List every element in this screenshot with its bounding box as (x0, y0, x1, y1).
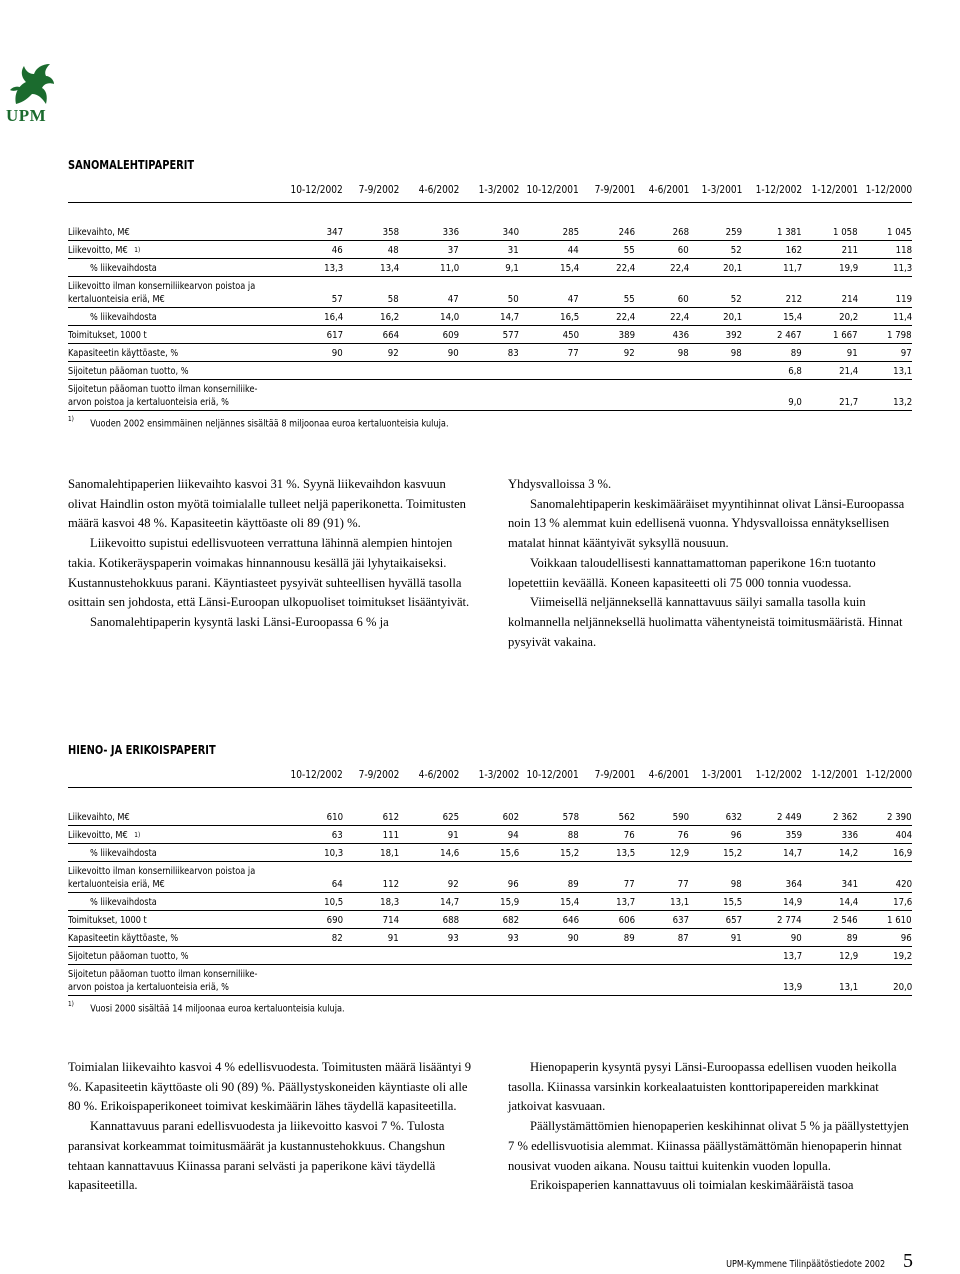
table-cell: 47 (448, 294, 459, 305)
table-cell: 97 (901, 348, 912, 359)
row-label-text: Liikevaihto, M€ (68, 812, 130, 823)
table-row (68, 892, 912, 911)
column-header: 10-12/2002 (290, 184, 343, 196)
text-column-right (508, 475, 913, 652)
table-row (68, 307, 912, 326)
row-label (68, 914, 147, 927)
table-cell: 96 (731, 830, 742, 841)
paragraph: Sanomalehtipaperin keskimääräiset myyntihinnat olivat Länsi-Euroopassa noin 13 % alemmat kuin edellisenä vuonna. Yhdysvalloissa ennätyksellisen matalat hinnat kääntyivät syksyllä nousuun. (508, 496, 905, 551)
table-row (68, 861, 912, 893)
table-cell: 590 (672, 812, 689, 823)
table-row (68, 276, 912, 308)
row-label (68, 932, 178, 945)
table-cell: 14,0 (439, 312, 459, 323)
table-row (68, 843, 912, 862)
section-title: HIENO- JA ERIKOISPAPERIT (68, 743, 216, 757)
table-cell: 20,0 (892, 982, 912, 993)
table-cell: 87 (678, 933, 689, 944)
footnote-text: Vuoden 2002 ensimmäinen neljännes sisältää 8 miljoonaa euroa kertaluonteisia kuluja. (90, 418, 449, 430)
column-header: 1-12/2001 (811, 769, 858, 781)
table-cell: 340 (502, 227, 519, 238)
table-cell: 11,0 (439, 263, 459, 274)
table-cell: 91 (847, 348, 858, 359)
table-cell: 336 (841, 830, 858, 841)
table-cell: 612 (382, 812, 399, 823)
row-label (90, 847, 157, 860)
table-cell: 9,0 (788, 397, 802, 408)
table-cell: 15,4 (559, 263, 579, 274)
table-row (68, 361, 912, 380)
table-cell: 259 (725, 227, 742, 238)
table-cell: 76 (678, 830, 689, 841)
table-cell: 347 (326, 227, 343, 238)
table-cell: 98 (678, 348, 689, 359)
table-cell: 1 610 (887, 915, 912, 926)
table-cell: 89 (791, 348, 802, 359)
table-cell: 98 (731, 879, 742, 890)
table-cell: 89 (624, 933, 635, 944)
table-cell: 13,7 (615, 897, 635, 908)
table-cell: 37 (448, 245, 459, 256)
column-header: 1-12/2000 (865, 184, 912, 196)
table-cell: 2 774 (777, 915, 802, 926)
table-cell: 15,2 (559, 848, 579, 859)
table-cell: 63 (332, 830, 343, 841)
table-cell: 13,2 (892, 397, 912, 408)
row-label (90, 262, 157, 275)
table-cell: 9,1 (505, 263, 519, 274)
column-header: 1-3/2002 (478, 184, 519, 196)
column-header: 7-9/2002 (358, 184, 399, 196)
table-cell: 14,7 (439, 897, 459, 908)
row-label-text: Liikevoitto, M€ (68, 245, 128, 256)
table-cell: 2 390 (887, 812, 912, 823)
table-cell: 21,4 (838, 366, 858, 377)
paragraph: Viimeisellä neljänneksellä kannattavuus säilyi samalla tasolla kuin kolmannella neljänneksellä huolimatta vähentyneistä toimitusmääristä. Hinnat pysyivät vakaina. (508, 595, 903, 649)
table-cell: 64 (332, 879, 343, 890)
row-label-text: Sijoitetun pääoman tuotto, % (68, 366, 189, 377)
table-cell: 14,7 (782, 848, 802, 859)
table-cell: 14,2 (838, 848, 858, 859)
table-cell: 12,9 (838, 951, 858, 962)
table-header (68, 769, 912, 788)
table-row (68, 222, 912, 241)
table-cell: 15,4 (559, 897, 579, 908)
table-cell: 336 (442, 227, 459, 238)
table-cell: 21,7 (838, 397, 858, 408)
table-cell: 285 (562, 227, 579, 238)
table-cell: 15,9 (499, 897, 519, 908)
row-label (68, 347, 178, 360)
column-header: 7-9/2001 (594, 184, 635, 196)
table-cell: 358 (382, 227, 399, 238)
paragraph: Toimialan liikevaihto kasvoi 4 % edellisvuodesta. Toimitusten määrä lisääntyi 9 %. Kapasiteetin käyttöaste oli 90 (89) %. Päällystyskoneiden käyntiaste oli alle 80 %. Erikoispaperikoneet toimivat keskimäärin lähes täydellä kapasiteetilla. (68, 1060, 472, 1114)
table-cell: 90 (332, 348, 343, 359)
table-cell: 91 (731, 933, 742, 944)
table-cell: 450 (562, 330, 579, 341)
table-cell: 14,4 (838, 897, 858, 908)
row-label (68, 329, 147, 342)
table-cell: 89 (568, 879, 579, 890)
table-cell: 664 (382, 330, 399, 341)
table-cell: 2 467 (777, 330, 802, 341)
table-cell: 60 (678, 294, 689, 305)
table-cell: 77 (568, 348, 579, 359)
table-cell: 19,9 (838, 263, 858, 274)
row-label (68, 829, 140, 842)
paragraph: Sanomalehtipaperien liikevaihto kasvoi 31 %. Syynä liikevaihdon kasvuun olivat Haindlin oston myötä toimialalle tulleet neljä paperikonetta. Toimitusten määrä kasvoi 48 %. Kapasiteetin käyttöaste oli 89 (91) %. (68, 477, 466, 531)
column-header: 1-3/2001 (701, 184, 742, 196)
column-header: 10-12/2001 (526, 769, 579, 781)
table-row (68, 240, 912, 259)
table-cell: 13,1 (669, 897, 689, 908)
section-title: SANOMALEHTIPAPERIT (68, 158, 195, 172)
table-cell: 112 (382, 879, 399, 890)
footnote (68, 416, 449, 429)
table-cell: 18,1 (379, 848, 399, 859)
table-cell: 214 (841, 294, 858, 305)
table-cell: 89 (847, 933, 858, 944)
table-cell: 16,9 (892, 848, 912, 859)
row-label-text: arvon poistoa ja kertaluonteisia eriä, % (68, 982, 229, 993)
table-cell: 98 (731, 348, 742, 359)
column-header: 4-6/2001 (648, 769, 689, 781)
table-cell: 52 (731, 245, 742, 256)
table-cell: 92 (388, 348, 399, 359)
table-row (68, 807, 912, 826)
table-cell: 359 (785, 830, 802, 841)
table-cell: 18,3 (379, 897, 399, 908)
table-cell: 55 (624, 245, 635, 256)
row-label-text: Sijoitetun pääoman tuotto ilman konserniliike- (68, 384, 258, 395)
row-label-text: Kapasiteetin käyttöaste, % (68, 933, 179, 944)
table-cell: 12,9 (669, 848, 689, 859)
table-cell: 91 (388, 933, 399, 944)
table-cell: 13,5 (615, 848, 635, 859)
table-cell: 420 (895, 879, 912, 890)
table-cell: 77 (678, 879, 689, 890)
text-column-left (68, 1058, 473, 1196)
table-cell: 22,4 (615, 263, 635, 274)
table-cell: 690 (326, 915, 343, 926)
table-cell: 211 (841, 245, 858, 256)
table-cell: 20,1 (722, 263, 742, 274)
page-number: 5 (903, 1250, 913, 1272)
table-cell: 22,4 (669, 312, 689, 323)
table-cell: 15,6 (499, 848, 519, 859)
table-cell: 617 (326, 330, 343, 341)
row-label-text: Liikevaihto, M€ (68, 227, 130, 238)
table-cell: 1 045 (887, 227, 912, 238)
table-cell: 83 (508, 348, 519, 359)
table-cell: 22,4 (669, 263, 689, 274)
row-label-text: Toimitukset, 1000 t (68, 330, 147, 341)
text-column-left (68, 475, 473, 633)
table-cell: 15,5 (722, 897, 742, 908)
paragraph: Sanomalehtipaperin kysyntä laski Länsi-Euroopassa 6 % ja (90, 614, 389, 629)
table-cell: 1 667 (833, 330, 858, 341)
table-cell: 91 (448, 830, 459, 841)
table-cell: 47 (568, 294, 579, 305)
table-cell: 2 362 (833, 812, 858, 823)
table-cell: 364 (785, 879, 802, 890)
row-label (68, 365, 189, 378)
table-cell: 11,4 (892, 312, 912, 323)
table-cell: 10,5 (323, 897, 343, 908)
table-cell: 50 (508, 294, 519, 305)
table-cell: 77 (624, 879, 635, 890)
table-cell: 82 (332, 933, 343, 944)
table-cell: 610 (326, 812, 343, 823)
column-header: 1-12/2002 (755, 184, 802, 196)
row-label-text: % liikevaihdosta (90, 312, 157, 323)
row-label-text: Sijoitetun pääoman tuotto, % (68, 951, 189, 962)
table-cell: 14,9 (782, 897, 802, 908)
table-cell: 625 (442, 812, 459, 823)
text-column-right (508, 1058, 913, 1196)
table-cell: 13,1 (892, 366, 912, 377)
column-header: 7-9/2002 (358, 769, 399, 781)
column-header: 4-6/2002 (418, 184, 459, 196)
table-cell: 15,2 (722, 848, 742, 859)
table-cell: 6,8 (788, 366, 802, 377)
table-cell: 16,5 (559, 312, 579, 323)
table-cell: 1 058 (833, 227, 858, 238)
table-cell: 17,6 (892, 897, 912, 908)
footnote-ref: 1) (134, 831, 141, 839)
table-row (68, 258, 912, 277)
paragraph: Erikoispaperien kannattavuus oli toimialan keskimääräistä tasoa (530, 1178, 854, 1193)
table-cell: 118 (895, 245, 912, 256)
table-cell: 578 (562, 812, 579, 823)
table-row (68, 964, 912, 996)
table-cell: 13,3 (323, 263, 343, 274)
column-header: 10-12/2002 (290, 769, 343, 781)
table-cell: 657 (725, 915, 742, 926)
table-cell: 1 381 (777, 227, 802, 238)
table-cell: 606 (618, 915, 635, 926)
table-row (68, 825, 912, 844)
table-cell: 646 (562, 915, 579, 926)
griffin-icon (6, 60, 56, 106)
table-cell: 14,6 (439, 848, 459, 859)
table-cell: 389 (618, 330, 635, 341)
table-cell: 246 (618, 227, 635, 238)
paragraph: Hienopaperin kysyntä pysyi Länsi-Euroopassa edellisen vuoden heikolla tasolla. Kiinassa varsinkin korkealaatuisten konttoripapereiden markkinat jatkoivat kasvuaan. (508, 1060, 897, 1114)
table-cell: 57 (332, 294, 343, 305)
table-cell: 13,9 (782, 982, 802, 993)
row-label (90, 896, 157, 909)
table-cell: 10,3 (323, 848, 343, 859)
table-cell: 92 (448, 879, 459, 890)
footnote (68, 1001, 345, 1014)
footer-text: UPM-Kymmene Tilinpäätöstiedote 2002 (725, 1259, 885, 1270)
table-cell: 88 (568, 830, 579, 841)
table-cell: 22,4 (615, 312, 635, 323)
footnote-text: Vuosi 2000 sisältää 14 miljoonaa euroa kertaluonteisia kuluja. (90, 1003, 345, 1015)
table-row (68, 928, 912, 947)
table-row (68, 379, 912, 411)
table-cell: 48 (388, 245, 399, 256)
row-label (68, 226, 130, 239)
table-cell: 11,3 (892, 263, 912, 274)
table-cell: 682 (502, 915, 519, 926)
table-cell: 13,4 (379, 263, 399, 274)
table-cell: 1 798 (887, 330, 912, 341)
table-cell: 16,4 (323, 312, 343, 323)
paragraph: Liikevoitto supistui edellisvuoteen verrattuna lähinnä alempien hintojen takia. Kotikeräyspaperin voimakas hinnannousu kesällä jäi lyhytaikaiseksi. Kustannustehokkuus parani. Käyntiasteet pysyivät suhteellisen hyvällä tasolla osittain sen johdosta, että Länsi-Euroopan ulkopuoliset toimitukset lisääntyivät. (68, 536, 470, 610)
table-row (68, 946, 912, 965)
table-row (68, 910, 912, 929)
column-header: 4-6/2002 (418, 769, 459, 781)
row-label (68, 244, 140, 257)
row-label-text: kertaluonteisia eriä, M€ (68, 879, 165, 890)
table-cell: 93 (508, 933, 519, 944)
table-cell: 90 (448, 348, 459, 359)
table-cell: 96 (901, 933, 912, 944)
table-cell: 31 (508, 245, 519, 256)
data-table (68, 769, 912, 1029)
data-table (68, 184, 912, 444)
table-cell: 96 (508, 879, 519, 890)
table-cell: 602 (502, 812, 519, 823)
column-header: 10-12/2001 (526, 184, 579, 196)
footnote-mark: 1) (68, 1000, 74, 1008)
table-cell: 93 (448, 933, 459, 944)
paragraph: Yhdysvalloissa 3 %. (508, 477, 612, 491)
row-label (90, 311, 157, 324)
column-header: 4-6/2001 (648, 184, 689, 196)
row-label-text: % liikevaihdosta (90, 897, 157, 908)
paragraph: Päällystämättömien hienopaperien keskihinnat olivat 5 % ja päällystettyjen 7 % edellisvuotisia alemmat. Kiinassa päällystämättömän hienopaperin hinnat nousivat vuoden aikana. Nousu taittui kuitenkin vuoden lopulla. (508, 1119, 909, 1173)
table-cell: 20,2 (838, 312, 858, 323)
paragraph: Voikkaan taloudellisesti kannattamattoman paperikone 16:n tuotanto lopetettiin keväällä. Koneen kapasiteetti oli 75 000 tonnia vuodessa. (508, 555, 876, 590)
table-cell: 13,1 (838, 982, 858, 993)
logo-text: UPM (6, 106, 47, 125)
table-cell: 46 (332, 245, 343, 256)
table-cell: 13,7 (782, 951, 802, 962)
table-cell: 58 (388, 294, 399, 305)
column-header: 1-12/2002 (755, 769, 802, 781)
column-header: 1-12/2001 (811, 184, 858, 196)
table-cell: 20,1 (722, 312, 742, 323)
upm-logo (6, 60, 56, 126)
row-label-text: Liikevoitto, M€ (68, 830, 128, 841)
footnote-mark: 1) (68, 415, 74, 423)
footnote-ref: 1) (134, 246, 141, 254)
table-cell: 392 (725, 330, 742, 341)
table-cell: 2 449 (777, 812, 802, 823)
table-cell: 76 (624, 830, 635, 841)
table-cell: 632 (725, 812, 742, 823)
row-label-text: Liikevoitto ilman konserniliikearvon poistoa ja (68, 281, 256, 292)
table-cell: 19,2 (892, 951, 912, 962)
table-cell: 341 (841, 879, 858, 890)
table-cell: 577 (502, 330, 519, 341)
table-cell: 55 (624, 294, 635, 305)
row-label (68, 968, 257, 994)
row-label (68, 280, 255, 306)
row-label (68, 811, 130, 824)
table-cell: 60 (678, 245, 689, 256)
table-row (68, 325, 912, 344)
table-cell: 609 (442, 330, 459, 341)
row-label (68, 383, 257, 409)
table-cell: 16,2 (379, 312, 399, 323)
row-label-text: Liikevoitto ilman konserniliikearvon poistoa ja (68, 866, 256, 877)
table-cell: 44 (568, 245, 579, 256)
table-cell: 11,7 (782, 263, 802, 274)
row-label (68, 865, 255, 891)
table-cell: 111 (382, 830, 399, 841)
table-row (68, 343, 912, 362)
table-cell: 714 (382, 915, 399, 926)
table-cell: 2 546 (833, 915, 858, 926)
table-cell: 119 (895, 294, 912, 305)
table-cell: 637 (672, 915, 689, 926)
column-header: 1-3/2001 (701, 769, 742, 781)
column-header: 1-3/2002 (478, 769, 519, 781)
table-cell: 90 (568, 933, 579, 944)
table-cell: 14,7 (499, 312, 519, 323)
row-label-text: kertaluonteisia eriä, M€ (68, 294, 165, 305)
table-cell: 52 (731, 294, 742, 305)
table-cell: 162 (785, 245, 802, 256)
table-cell: 94 (508, 830, 519, 841)
row-label (68, 950, 189, 963)
row-label-text: % liikevaihdosta (90, 263, 157, 274)
table-cell: 90 (791, 933, 802, 944)
paragraph: Kannattavuus parani edellisvuodesta ja liikevoitto kasvoi 7 %. Tulosta paransivat korkeammat toimitusmäärät ja kustannustehokkuus. Changshun tehtaan kannattavuus Kiinassa parani selvästi ja paperikone kävi täydellä kapasiteetilla. (68, 1119, 446, 1193)
table-cell: 92 (624, 348, 635, 359)
row-label-text: Sijoitetun pääoman tuotto ilman konserniliike- (68, 969, 258, 980)
table-cell: 404 (895, 830, 912, 841)
row-label-text: Kapasiteetin käyttöaste, % (68, 348, 179, 359)
table-cell: 15,4 (782, 312, 802, 323)
table-cell: 212 (785, 294, 802, 305)
table-cell: 436 (672, 330, 689, 341)
row-label-text: arvon poistoa ja kertaluonteisia eriä, % (68, 397, 229, 408)
row-label-text: Toimitukset, 1000 t (68, 915, 147, 926)
table-header (68, 184, 912, 203)
table-cell: 562 (618, 812, 635, 823)
table-cell: 688 (442, 915, 459, 926)
table-cell: 268 (672, 227, 689, 238)
column-header: 7-9/2001 (594, 769, 635, 781)
column-header: 1-12/2000 (865, 769, 912, 781)
row-label-text: % liikevaihdosta (90, 848, 157, 859)
